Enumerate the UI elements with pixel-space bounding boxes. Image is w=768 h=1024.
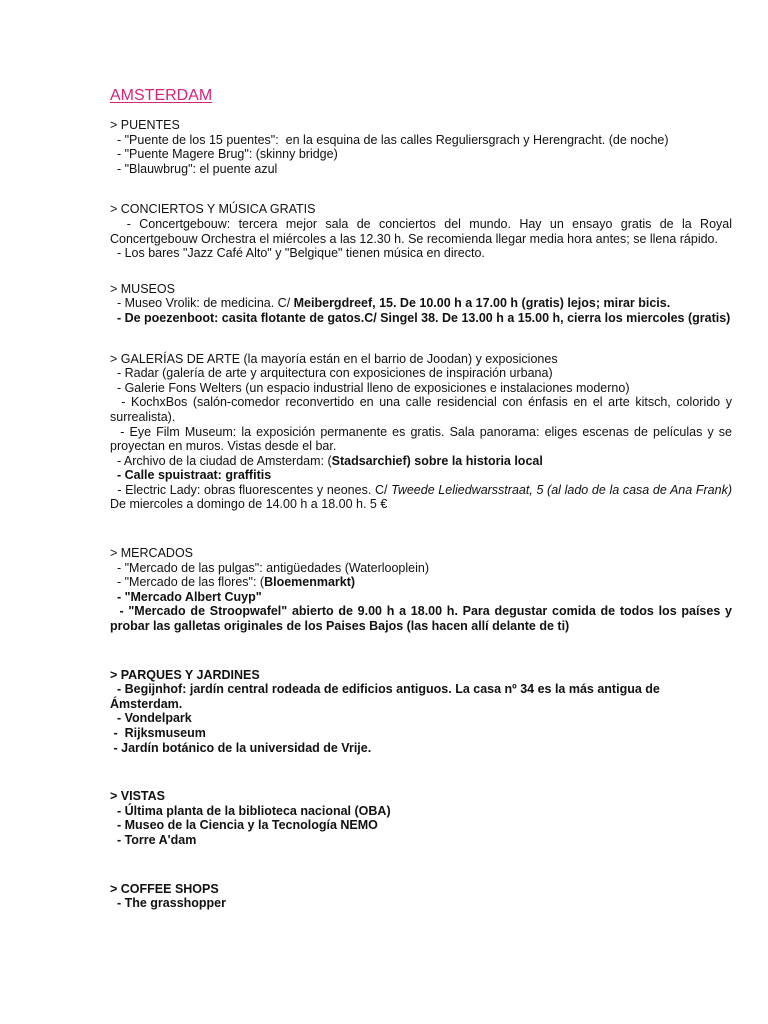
list-item: - Rijksmuseum	[110, 726, 206, 740]
list-item: - Eye Film Museum: la exposición permanente es gratis. Sala panorama: eliges escenas de películas y se proyectan en muros. Vistas desde el bar.	[110, 424, 736, 454]
item-text: - Electric Lady: obras fluorescentes y neones. C/	[110, 482, 392, 497]
list-item: - "Mercado de las pulgas": antigüedades (Waterlooplein)	[110, 560, 430, 575]
list-item: - Radar (galería de arte y arquitectura con exposiciones de inspiración urbana)	[110, 366, 553, 381]
list-item: - "Puente de los 15 puentes": en la esquina de las calles Reguliersgrach y Herengracht. (de noche)	[110, 132, 669, 147]
list-item	[110, 482, 736, 512]
list-item: - Torre A'dam	[110, 832, 197, 847]
list-item: - Última planta de la biblioteca nacional (OBA)	[110, 803, 391, 818]
section-vistas	[110, 789, 732, 847]
section-galerias	[110, 351, 736, 513]
section-heading: > VISTAS	[110, 789, 165, 804]
section-museos	[110, 282, 732, 326]
list-item: - Concertgebouw: tercera mejor sala de conciertos del mundo. Hay un ensayo gratis de la Royal Concertgebouw Orchestra el miércoles a las 12.30 h. Se recomienda llegar media hora antes; se llena rápido.	[110, 216, 736, 246]
list-item: - Museo de la Ciencia y la Tecnología NEMO	[110, 818, 378, 833]
page-title: AMSTERDAM	[110, 87, 213, 104]
list-item: - "Mercado Albert Cuyp"	[110, 589, 262, 604]
section-mercados	[110, 546, 736, 634]
item-text: - Archivo de la ciudad de Amsterdam: (	[110, 453, 332, 468]
list-item: - "Puente Magere Brug": (skinny bridge)	[110, 147, 338, 162]
list-item: - De poezenboot: casita flotante de gatos.C/ Singel 38. De 13.00 h a 15.00 h, cierra los miercoles (gratis)	[110, 310, 731, 325]
list-item: - Calle spuistraat: graffitis	[110, 468, 272, 483]
list-item	[110, 575, 732, 590]
item-text-italic: Tweede Leliedwarsstraat, 5 (al lado de la casa de Ana Frank)	[391, 482, 732, 497]
section-puentes	[110, 118, 732, 176]
section-heading: > MERCADOS	[110, 546, 194, 561]
list-item: - Vondelpark	[110, 711, 192, 726]
section-heading: > CONCIERTOS Y MÚSICA GRATIS	[110, 202, 316, 217]
section-parques	[110, 668, 732, 756]
list-item: - Begijnhof: jardín central rodeada de edificios antiguos. La casa nº 34 es la más antigua de Ámsterdam.	[110, 682, 664, 711]
item-text: - Museo Vrolik: de medicina. C/	[110, 296, 294, 311]
section-heading: > GALERÍAS DE ARTE (la mayoría están en el barrio de Joodan) y exposiciones	[110, 351, 558, 366]
list-item: - The grasshopper	[110, 896, 226, 911]
section-heading: > MUSEOS	[110, 281, 175, 296]
section-conciertos	[110, 202, 736, 261]
item-text: De miercoles a domingo de 14.00 h a 18.00 h. 5 €	[110, 482, 736, 512]
list-item	[110, 296, 732, 311]
list-item	[110, 454, 732, 469]
section-heading: > PUENTES	[110, 118, 180, 132]
section-heading: > COFFEE SHOPS	[110, 881, 219, 896]
list-item: - Jardín botánico de la universidad de Vrije.	[110, 740, 372, 755]
list-item: - "Blauwbrug": el puente azul	[110, 161, 278, 176]
section-heading: > PARQUES Y JARDINES	[110, 667, 260, 682]
section-coffee-shops	[110, 882, 732, 911]
list-item: - Los bares "Jazz Café Alto" y "Belgique" tienen música en directo.	[110, 246, 485, 261]
item-text-bold: Stadsarchief) sobre la historia local	[331, 453, 543, 468]
item-text-bold: Meibergdreef, 15. De 10.00 h a 17.00 h (gratis) lejos; mirar bicis.	[293, 296, 671, 311]
list-item: - KochxBos (salón-comedor reconvertido en una calle residencial con énfasis en el arte kitsch, colorido y surrealista).	[110, 395, 736, 424]
document-page	[110, 86, 736, 911]
list-item: - Galerie Fons Welters (un espacio industrial lleno de exposiciones e instalaciones moderno)	[110, 380, 630, 395]
list-item: - "Mercado de Stroopwafel" abierto de 9.00 h a 18.00 h. Para degustar comida de todos los países y probar las galletas originales de los Paises Bajos (las hacen allí delante de ti)	[110, 604, 736, 634]
item-text-bold: Bloemenmarkt)	[264, 575, 356, 590]
item-text: - "Mercado de las flores": (	[110, 575, 265, 590]
